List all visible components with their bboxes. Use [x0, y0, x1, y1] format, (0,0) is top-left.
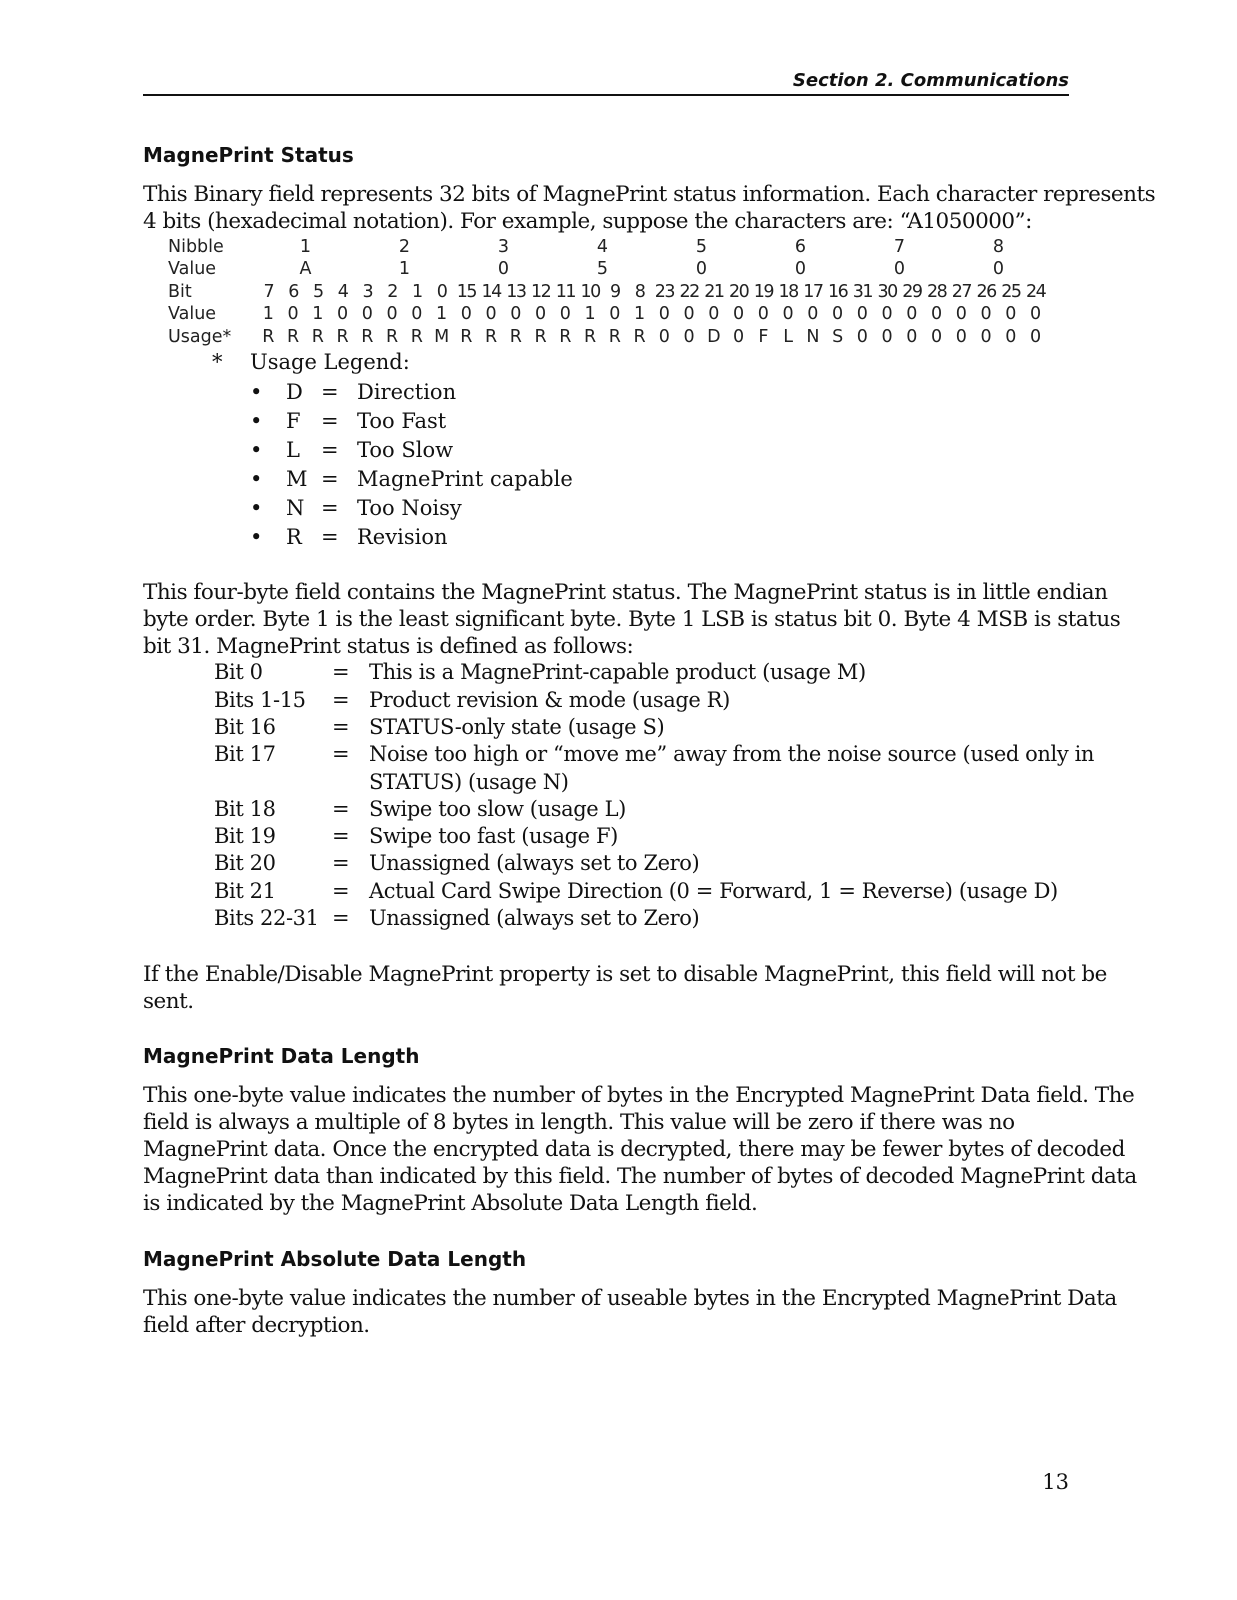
table-cell: 0: [856, 327, 868, 347]
table-cell: 24: [1025, 282, 1046, 302]
table-cell: 0: [906, 327, 918, 347]
status-description-paragraph: [143, 579, 1121, 660]
table-cell: 29: [902, 282, 922, 302]
equals-sign: =: [332, 688, 350, 712]
table-cell: L: [783, 327, 793, 347]
bit-number-row: [168, 282, 1048, 305]
legend-code: R: [286, 525, 302, 549]
text-line: is indicated by the MagnePrint Absolute Data Length field.: [143, 1191, 758, 1216]
page-header: [143, 70, 1069, 96]
bit-desc: Noise too high or “move me” away from the noise source (used only in: [369, 742, 1095, 766]
table-cell: 11: [555, 282, 576, 302]
legend-desc: Too Noisy: [357, 496, 462, 520]
table-cell: R: [262, 327, 275, 347]
table-cell: 0: [757, 304, 769, 324]
page-number: 13: [1042, 1470, 1069, 1494]
table-cell: 1: [262, 304, 274, 324]
usage-row: [168, 327, 1048, 350]
table-cell: 0: [695, 259, 708, 279]
equals-sign: =: [332, 879, 350, 903]
absolute-length-paragraph: [143, 1285, 1117, 1339]
table-cell: 0: [931, 327, 943, 347]
table-cell: 0: [683, 304, 695, 324]
table-cell: 1: [398, 259, 411, 279]
bit-desc: Actual Card Swipe Direction (0 = Forward, 1 = Reverse) (usage D): [369, 879, 1058, 903]
table-cell: 1: [584, 304, 596, 324]
bullet-icon: •: [250, 380, 263, 404]
data-length-paragraph: [143, 1082, 1137, 1217]
table-cell: 0: [832, 304, 844, 324]
equals-sign: =: [332, 797, 350, 821]
table-cell: R: [509, 327, 522, 347]
bullet-icon: •: [250, 496, 263, 520]
table-cell: 8: [992, 237, 1005, 257]
bit-desc: This is a MagnePrint-capable product (usage M): [369, 660, 866, 684]
text-line: MagnePrint data. Once the encrypted data is decrypted, there may be fewer bytes of decoded: [143, 1137, 1125, 1162]
nibble-row: [168, 237, 1048, 260]
table-cell: 30: [877, 282, 897, 302]
table-cell: 1: [299, 237, 312, 257]
bit-label: Bit 16: [214, 715, 276, 739]
table-cell: R: [485, 327, 498, 347]
table-cell: 0: [1005, 327, 1017, 347]
text-line: byte order. Byte 1 is the least significant byte. Byte 1 LSB is status bit 0. Byte 4 MSB is status: [143, 607, 1121, 632]
table-cell: 0: [856, 304, 868, 324]
table-cell: 18: [778, 282, 798, 302]
table-cell: 6: [288, 282, 298, 302]
text-line: sent.: [143, 989, 194, 1014]
table-cell: 16: [827, 282, 848, 302]
table-cell: 0: [794, 259, 807, 279]
equals-sign: =: [332, 715, 350, 739]
table-cell: R: [386, 327, 399, 347]
bit-label: Bits 1-15: [214, 688, 306, 712]
table-cell: R: [410, 327, 423, 347]
table-cell: R: [633, 327, 646, 347]
equals-sign: =: [332, 742, 350, 766]
equals-sign: =: [321, 525, 339, 549]
text-line: This one-byte value indicates the number of bytes in the Encrypted MagnePrint Data field. The: [143, 1083, 1135, 1108]
heading-magneprint-status: MagnePrint Status: [143, 143, 354, 167]
equals-sign: =: [321, 467, 339, 491]
table-cell: 15: [456, 282, 477, 302]
table-cell: 0: [510, 304, 522, 324]
table-cell: 2: [387, 282, 397, 302]
table-cell: 12: [530, 282, 551, 302]
table-cell: 0: [955, 304, 967, 324]
row-label: Bit: [168, 282, 192, 302]
table-cell: 0: [782, 304, 794, 324]
table-cell: 0: [992, 259, 1005, 279]
table-cell: 9: [610, 282, 620, 302]
table-cell: M: [434, 327, 450, 347]
nibble-cells: [256, 237, 1048, 257]
table-cell: 10: [580, 282, 600, 302]
equals-sign: =: [332, 906, 350, 930]
table-cell: N: [806, 327, 820, 347]
table-cell: 0: [1030, 304, 1042, 324]
table-cell: 0: [733, 304, 745, 324]
table-cell: 0: [609, 304, 621, 324]
table-cell: 5: [313, 282, 323, 302]
table-cell: 0: [1030, 327, 1042, 347]
legend-desc: Too Fast: [357, 409, 447, 433]
bit-desc: Unassigned (always set to Zero): [369, 906, 700, 930]
equals-sign: =: [332, 824, 350, 848]
bit-label: Bits 22-31: [214, 906, 319, 930]
table-cell: 0: [881, 327, 893, 347]
legend-code: M: [286, 467, 308, 491]
row-label: Value: [168, 259, 217, 279]
table-cell: 0: [460, 304, 472, 324]
bit-number-cells: [256, 282, 1048, 302]
table-cell: 1: [634, 304, 646, 324]
bit-label: Bit 21: [214, 879, 276, 903]
table-cell: 0: [931, 304, 943, 324]
table-cell: R: [361, 327, 374, 347]
table-cell: 0: [658, 304, 670, 324]
legend-desc: Direction: [357, 380, 457, 404]
table-cell: 0: [287, 304, 299, 324]
table-cell: 28: [926, 282, 947, 302]
table-cell: 25: [1001, 282, 1021, 302]
table-cell: 0: [955, 327, 967, 347]
table-cell: 1: [412, 282, 422, 302]
table-cell: R: [287, 327, 300, 347]
table-cell: 13: [506, 282, 526, 302]
table-cell: 0: [535, 304, 547, 324]
bit-label: Bit 0: [214, 660, 263, 684]
table-cell: 21: [704, 282, 724, 302]
equals-sign: =: [332, 851, 350, 875]
table-cell: 3: [497, 237, 510, 257]
table-cell: 14: [481, 282, 501, 302]
table-cell: 0: [485, 304, 497, 324]
text-line: This four-byte field contains the MagnePrint status. The MagnePrint status is in little endian: [143, 580, 1108, 605]
bit-desc: Product revision & mode (usage R): [369, 688, 730, 712]
text-line: 4 bits (hexadecimal notation). For example, suppose the characters are: “A1050000”:: [143, 209, 1032, 234]
table-cell: 0: [436, 282, 447, 302]
table-cell: R: [534, 327, 547, 347]
table-cell: 8: [634, 282, 645, 302]
table-cell: 0: [893, 259, 906, 279]
text-line: This Binary field represents 32 bits of MagnePrint status information. Each character represents: [143, 182, 1156, 207]
equals-sign: =: [321, 496, 339, 520]
table-cell: 0: [559, 304, 571, 324]
table-cell: 0: [386, 304, 398, 324]
table-cell: 0: [361, 304, 373, 324]
table-cell: R: [584, 327, 597, 347]
bit-desc: STATUS) (usage N): [369, 770, 569, 794]
table-cell: A: [299, 259, 312, 279]
bit-label: Bit 17: [214, 742, 276, 766]
table-cell: 0: [658, 327, 670, 347]
table-cell: 0: [733, 327, 745, 347]
table-cell: 4: [337, 282, 348, 302]
table-cell: 1: [312, 304, 324, 324]
table-cell: 1: [436, 304, 448, 324]
bit-desc: Unassigned (always set to Zero): [369, 851, 700, 875]
table-cell: R: [311, 327, 324, 347]
bit-label: Bit 19: [214, 824, 276, 848]
row-label: Value: [168, 304, 217, 324]
asterisk: *: [212, 350, 223, 374]
legend-code: L: [286, 438, 300, 462]
table-cell: 0: [1005, 304, 1017, 324]
table-cell: 0: [807, 304, 819, 324]
table-cell: 0: [906, 304, 918, 324]
table-cell: 20: [728, 282, 749, 302]
usage-cells: [256, 327, 1048, 347]
table-cell: 5: [596, 259, 609, 279]
table-cell: R: [559, 327, 572, 347]
table-cell: 22: [679, 282, 699, 302]
equals-sign: =: [321, 438, 339, 462]
table-cell: 26: [976, 282, 996, 302]
table-cell: 31: [852, 282, 873, 302]
section-title: Section 2. Communications: [792, 70, 1069, 91]
heading-absolute-data-length: MagnePrint Absolute Data Length: [143, 1247, 527, 1271]
table-cell: 0: [881, 304, 893, 324]
heading-data-length: MagnePrint Data Length: [143, 1044, 420, 1068]
table-cell: 0: [708, 304, 720, 324]
bit-label: Bit 20: [214, 851, 276, 875]
table-cell: R: [460, 327, 473, 347]
legend-desc: MagnePrint capable: [357, 467, 573, 491]
bit-desc: Swipe too fast (usage F): [369, 824, 618, 848]
table-cell: 0: [337, 304, 349, 324]
bit-value-cells: [256, 304, 1048, 324]
disable-note-paragraph: [143, 961, 1107, 1015]
text-line: This one-byte value indicates the number of useable bytes in the Encrypted MagnePrint Data: [143, 1286, 1117, 1311]
table-cell: 5: [695, 237, 708, 257]
bullet-icon: •: [250, 409, 263, 433]
table-cell: R: [336, 327, 349, 347]
hex-value-row: [168, 259, 1048, 282]
table-cell: F: [758, 327, 769, 347]
legend-title-text: Usage Legend:: [250, 350, 410, 374]
table-cell: 0: [980, 327, 992, 347]
text-line: field is always a multiple of 8 bytes in length. This value will be zero if there was no: [143, 1110, 1015, 1135]
table-cell: 0: [497, 259, 510, 279]
table-cell: 0: [683, 327, 695, 347]
table-cell: 4: [596, 237, 609, 257]
equals-sign: =: [332, 660, 350, 684]
bit-desc: STATUS-only state (usage S): [369, 715, 665, 739]
table-cell: 23: [654, 282, 675, 302]
table-cell: 27: [951, 282, 972, 302]
table-cell: 17: [803, 282, 823, 302]
bit-desc: Swipe too slow (usage L): [369, 797, 626, 821]
bit-label: Bit 18: [214, 797, 276, 821]
table-cell: 3: [362, 282, 373, 302]
intro-paragraph: [143, 181, 1156, 235]
table-cell: 7: [263, 282, 274, 302]
equals-sign: =: [321, 409, 339, 433]
table-cell: 6: [794, 237, 807, 257]
bullet-icon: •: [250, 525, 263, 549]
text-line: field after decryption.: [143, 1313, 370, 1338]
text-line: If the Enable/Disable MagnePrint property is set to disable MagnePrint, this field will not be: [143, 962, 1107, 987]
table-cell: 19: [753, 282, 774, 302]
table-cell: 2: [398, 237, 411, 257]
table-cell: 7: [893, 237, 906, 257]
equals-sign: =: [321, 380, 339, 404]
text-line: bit 31. MagnePrint status is defined as follows:: [143, 634, 634, 659]
table-cell: 0: [411, 304, 423, 324]
legend-code: F: [286, 409, 301, 433]
legend-desc: Too Slow: [357, 438, 454, 462]
hex-value-cells: [256, 259, 1048, 279]
row-label: Nibble: [168, 237, 224, 257]
table-cell: R: [608, 327, 621, 347]
table-cell: D: [707, 327, 721, 347]
legend-desc: Revision: [357, 525, 448, 549]
bit-value-row: [168, 304, 1048, 327]
bullet-icon: •: [250, 438, 263, 462]
bullet-icon: •: [250, 467, 263, 491]
legend-code: D: [286, 380, 303, 404]
table-cell: 0: [980, 304, 992, 324]
table-cell: S: [832, 327, 844, 347]
text-line: MagnePrint data than indicated by this field. The number of bytes of decoded MagnePrint data: [143, 1164, 1137, 1189]
legend-code: N: [286, 496, 305, 520]
row-label: Usage*: [168, 327, 232, 347]
